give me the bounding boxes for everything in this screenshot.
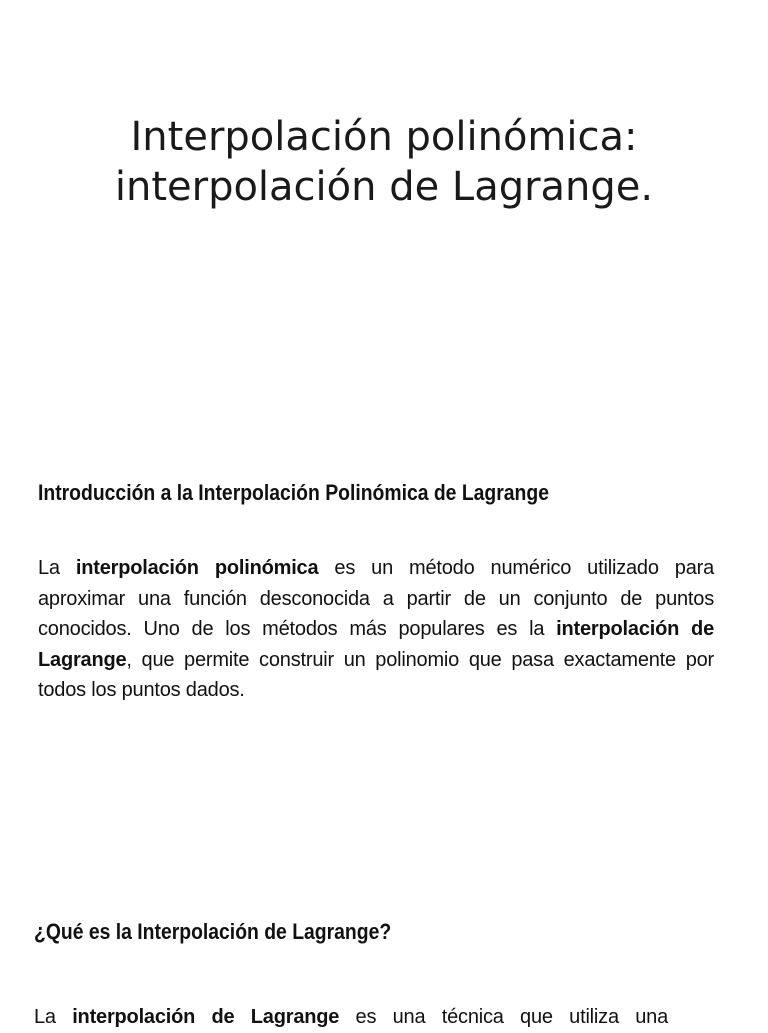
what-is-text-2: es una técnica que utiliza una <box>339 1006 669 1028</box>
intro-text-3: , que permite construir un polinomio que pasa exactamente por todos los puntos dados. <box>38 648 714 701</box>
intro-paragraph <box>38 553 714 706</box>
what-is-paragraph <box>34 1002 668 1033</box>
intro-bold-1: interpolación polinómica <box>75 557 319 579</box>
title-line-1: Interpolación polinómica: <box>130 114 638 160</box>
what-is-text-1: La <box>34 1006 73 1028</box>
intro-bold-2: interpolación de Lagrange <box>38 618 714 671</box>
section-heading-what-is: ¿Qué es la Interpolación de Lagrange? <box>34 919 392 944</box>
title-line-2: interpolación de Lagrange. <box>114 164 654 210</box>
intro-text-2: es un método numérico utilizado para aproximar una función desconocida a partir de un conjunto de puntos conocidos. Uno de los métodos más populares es la <box>38 557 715 640</box>
intro-text-1: La <box>38 557 76 579</box>
what-is-bold-1: interpolación de Lagrange <box>72 1006 340 1028</box>
section-heading-intro: Introducción a la Interpolación Polinómica de Lagrange <box>38 480 549 505</box>
document-title <box>0 112 768 212</box>
